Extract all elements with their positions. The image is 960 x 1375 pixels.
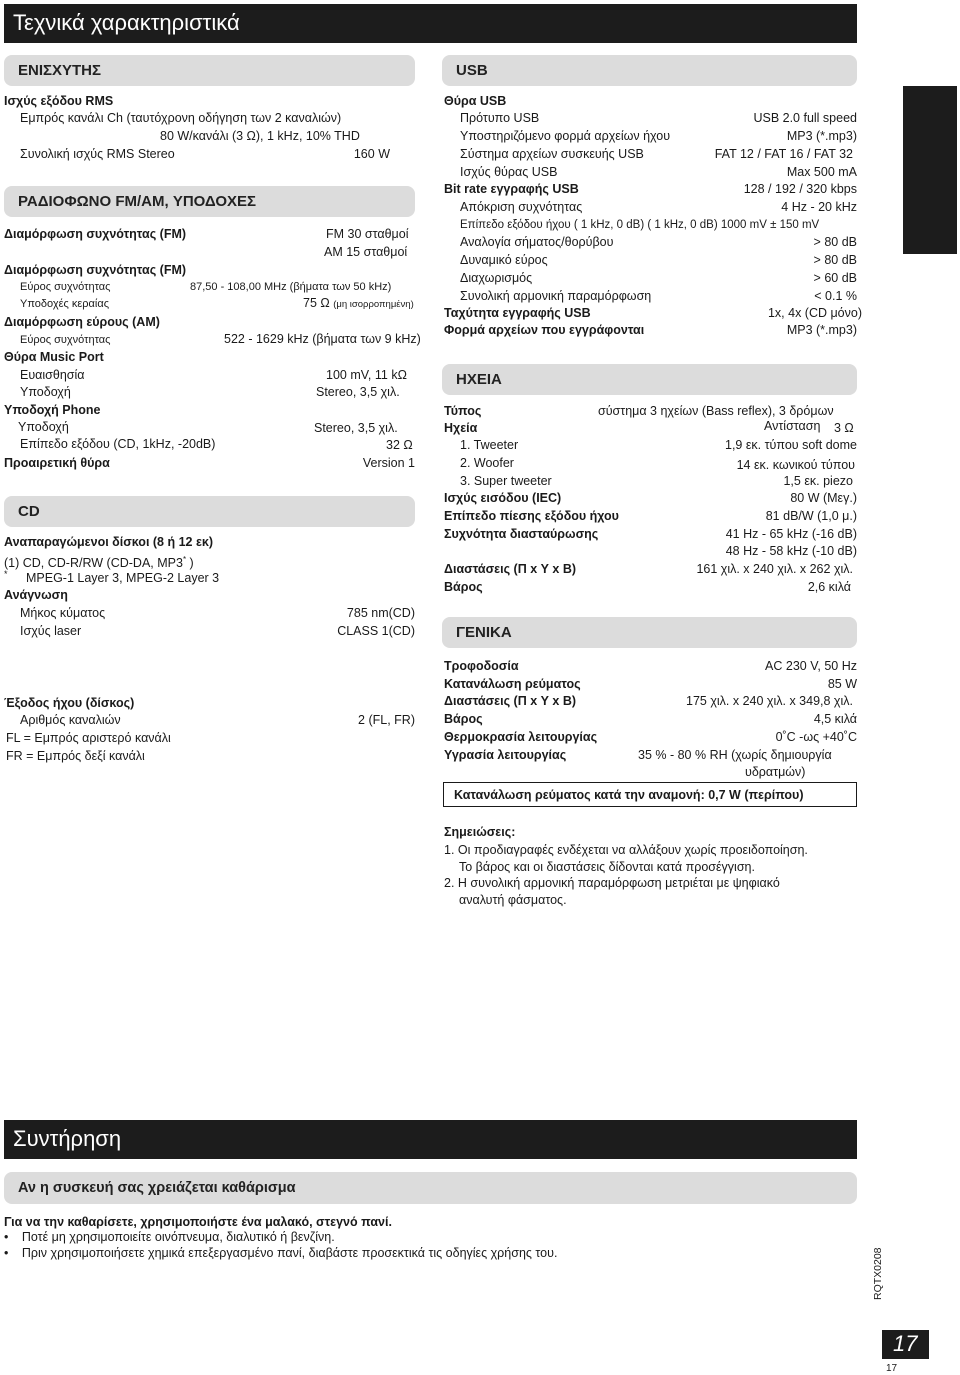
footnote-star: *	[4, 569, 8, 579]
side-tab	[903, 86, 957, 254]
antenna-note: (μη ισορροπημένη)	[333, 299, 414, 310]
channels-label: Αριθμός καναλιών	[20, 713, 121, 727]
section-header-speakers: ΗΧΕΙΑ	[442, 364, 857, 395]
consume-value: 85 W	[827, 677, 857, 691]
rms-label: Ισχύς εξόδου RMS	[4, 94, 114, 108]
phone-jack-label: Υποδοχή	[18, 420, 69, 434]
channels-value: 2 (FL, FR)	[358, 713, 415, 727]
front-ch-value: 80 W/κανάλι (3 Ω), 1 kHz, 10% THD	[160, 129, 360, 143]
tweeter-value: 1,9 εκ. τύπου soft dome	[725, 438, 857, 452]
total-rms-label: Συνολική ισχύς RMS Stereo	[20, 147, 175, 161]
jack-value: Stereo, 3,5 χιλ.	[316, 385, 400, 399]
gen-dim-label: Διαστάσεις (Π x Υ x Β)	[444, 694, 577, 708]
sensitivity-label: Ευαισθησία	[20, 368, 85, 382]
humidity-value-1: 35 % - 80 % RH (χωρίς δημιουργία	[638, 748, 832, 762]
super-tweeter-label: 3. Super tweeter	[460, 474, 552, 488]
out-level-value: 32 Ω	[386, 438, 413, 452]
laser-value: CLASS 1(CD)	[337, 624, 415, 638]
section-header-general: ΓΕΝΙΚΑ	[442, 617, 857, 648]
section-header-amp: ΕΝΙΣΧΥΤΗΣ	[4, 55, 415, 86]
maintenance-bullet-2: • Πριν χρησιμοποιήσετε χημικά επεξεργασμένο πανί, διαβάστε προσεκτικά τις οδηγίες χρήσης του.	[4, 1246, 558, 1260]
usb-level: Επίπεδο εξόδου ήχου ( 1 kHz, 0 dB) ( 1 kHz, 0 dB) 1000 mV ± 150 mV	[460, 219, 820, 231]
usb-bitrate-value: 128 / 192 / 320 kbps	[743, 182, 857, 196]
fm-label: Διαμόρφωση συχνότητας (FM)	[4, 263, 187, 277]
front-ch-label: Εμπρός κανάλι Ch (ταυτόχρονη οδήγηση των 2 καναλιών)	[20, 111, 342, 125]
spl-value: 81 dB/W (1,0 μ.)	[765, 509, 857, 523]
iec-value: 80 W (Μεγ.)	[790, 491, 857, 505]
spk-dim-label: Διαστάσεις (Π x Υ x Β)	[444, 562, 577, 576]
spk-dim-value: 161 χιλ. x 240 χιλ. x 262 χιλ.	[696, 562, 853, 576]
usb-rec-label: Φορμά αρχείων που εγγράφονται	[444, 323, 645, 337]
music-port-label: Θύρα Music Port	[4, 350, 104, 364]
iec-label: Ισχύς εισόδου (IEC)	[444, 491, 562, 505]
gen-mass-label: Βάρος	[444, 712, 483, 726]
antenna-label: Υποδοχές κεραίας	[20, 298, 109, 310]
page-number: 17	[893, 1331, 918, 1356]
note-2b: αναλυτή φάσματος.	[459, 893, 567, 907]
usb-fs-value: FAT 12 / FAT 16 / FAT 32	[714, 147, 853, 161]
spk-mass-value: 2,6 κιλά	[807, 580, 851, 594]
fm-range-label: Εύρος συχνότητας	[20, 281, 111, 293]
crossover-value-1: 41 Hz - 65 kHz (-16 dB)	[725, 527, 857, 541]
standby-box	[443, 782, 857, 807]
usb-freq-label: Απόκριση συχνότητας	[460, 200, 583, 214]
usb-power-label: Ισχύς θύρας USB	[460, 165, 558, 179]
document-code: RQTX0208	[872, 1247, 884, 1300]
pickup-label: Ανάγνωση	[4, 588, 68, 602]
preset-fm-value: FM 30 σταθμοί	[326, 227, 409, 241]
section-header-usb: USB	[442, 55, 857, 86]
maintenance-subheader: Αν η συσκευή σας χρειάζεται καθάρισμα	[4, 1172, 857, 1204]
usb-rec-value: MP3 (*.mp3)	[786, 323, 857, 337]
section-header-radio: ΡΑΔΙΟΦΩΝΟ FM/AM, ΥΠΟΔΟΧΕΣ	[4, 186, 415, 217]
preset-label: Διαμόρφωση συχνότητας (FM)	[4, 227, 187, 241]
usb-speed-label: Ταχύτητα εγγραφής USB	[444, 306, 591, 320]
total-rms-value: 160 W	[353, 147, 390, 161]
page-number-small: 17	[886, 1363, 898, 1374]
page-number-box	[882, 1330, 929, 1359]
usb-dyn-value: > 80 dB	[813, 253, 857, 267]
fl-note: FL = Εμπρός αριστερό κανάλι	[6, 731, 171, 745]
usb-std-label: Πρότυπο USB	[460, 111, 540, 125]
supply-value: AC 230 V, 50 Hz	[765, 659, 857, 673]
gen-dim-value: 175 χιλ. x 240 χιλ. x 349,8 χιλ.	[686, 694, 853, 708]
note-1b: Το βάρος και οι διαστάσεις δίδονται κατά προσέγγιση.	[459, 860, 755, 874]
usb-port-label: Θύρα USB	[444, 94, 507, 108]
supply-label: Τροφοδοσία	[444, 659, 519, 673]
usb-sep-value: > 60 dB	[813, 271, 857, 285]
usb-dyn-label: Δυναμικό εύρος	[460, 253, 548, 267]
note-2a: 2. Η συνολική αρμονική παραμόρφωση μετριέται με ψηφιακό	[444, 876, 780, 890]
am-range-value: 522 - 1629 kHz (βήματα των 9 kHz)	[224, 332, 421, 346]
crossover-value-2: 48 Hz - 58 kHz (-10 dB)	[725, 544, 857, 558]
woofer-label: 2. Woofer	[460, 456, 514, 470]
tweeter-label: 1. Tweeter	[460, 438, 519, 452]
usb-sep-label: Διαχωρισμός	[460, 271, 533, 285]
out-level-label: Επίπεδο εξόδου (CD, 1kHz, -20dB)	[20, 437, 216, 451]
option-port-label: Προαιρετική θύρα	[4, 456, 110, 470]
page-title: Τεχνικά χαρακτηριστικά	[13, 10, 240, 35]
consume-label: Κατανάλωση ρεύματος	[444, 677, 581, 691]
spl-label: Επίπεδο πίεσης εξόδου ήχου	[444, 509, 619, 523]
spk-mass-label: Βάρος	[444, 580, 483, 594]
discs-label: Αναπαραγώμενοι δίσκοι (8 ή 12 εκ)	[4, 535, 214, 549]
usb-std-value: USB 2.0 full speed	[753, 111, 857, 125]
usb-codec-label: Υποστηριζόμενο φορμά αρχείων ήχου	[460, 129, 671, 143]
gen-mass-value: 4,5 κιλά	[813, 712, 857, 726]
temp-value: 0˚C -ως +40˚C	[775, 730, 857, 744]
usb-speed-value: 1x, 4x (CD μόνο)	[767, 306, 862, 320]
disc-types: (1) CD, CD-R/RW (CD-DA, MP3* )	[4, 555, 194, 571]
antenna-value: 75 Ω (μη ισορροπημένη)	[303, 296, 414, 310]
mpeg-note: MPEG-1 Layer 3, MPEG-2 Layer 3	[26, 571, 220, 585]
super-tweeter-value: 1,5 εκ. piezo	[783, 474, 853, 488]
wavelength-label: Μήκος κύματος	[20, 606, 106, 620]
am-range-label: Εύρος συχνότητας	[20, 334, 111, 346]
audio-out-label: Έξοδος ήχου (δίσκος)	[4, 696, 135, 710]
usb-snr-value: > 80 dB	[813, 235, 857, 249]
usb-bitrate-label: Bit rate εγγραφής USB	[444, 182, 579, 196]
wavelength-value: 785 nm(CD)	[346, 606, 415, 620]
crossover-label: Συχνότητα διασταύρωσης	[444, 527, 599, 541]
note-1a: 1. Οι προδιαγραφές ενδέχεται να αλλάξουν χωρίς προειδοποίηση.	[444, 843, 808, 857]
spk-units-label: Ηχεία	[444, 421, 478, 435]
usb-thd-value: < 0.1 %	[814, 289, 857, 303]
laser-label: Ισχύς laser	[20, 624, 82, 638]
temp-label: Θερμοκρασία λειτουργίας	[444, 730, 598, 744]
jack-label: Υποδοχή	[20, 385, 71, 399]
am-label: Διαμόρφωση εύρους (AM)	[4, 315, 160, 329]
usb-power-value: Max 500 mA	[786, 165, 857, 179]
phone-label: Υποδοχή Phone	[4, 403, 101, 417]
sensitivity-value: 100 mV, 11 kΩ	[326, 368, 407, 382]
standby-text: Κατανάλωση ρεύματος κατά την αναμονή: 0,7 W (περίπου)	[454, 788, 804, 802]
woofer-value: 14 εκ. κωνικού τύπου	[736, 458, 855, 472]
spk-type-value: σύστημα 3 ηχείων (Bass reflex), 3 δρόμων	[598, 404, 834, 418]
usb-fs-label: Σύστημα αρχείων συσκευής USB	[460, 147, 644, 161]
spk-imp-value: 3 Ω	[834, 421, 854, 435]
fm-range-value: 87,50 - 108,00 MHz (βήματα των 50 kHz)	[190, 281, 392, 293]
option-port-value: Version 1	[362, 456, 415, 470]
usb-thd-label: Συνολική αρμονική παραμόρφωση	[460, 289, 652, 303]
maintenance-title-bar	[4, 1120, 857, 1159]
spk-type-label: Τύπος	[444, 404, 482, 418]
spk-imp-label: Αντίσταση	[764, 419, 821, 433]
preset-am-value: AM 15 σταθμοί	[324, 245, 408, 259]
maintenance-title: Συντήρηση	[13, 1126, 122, 1151]
fr-note: FR = Εμπρός δεξί κανάλι	[6, 749, 145, 763]
phone-jack-value: Stereo, 3,5 χιλ.	[314, 421, 398, 435]
usb-snr-label: Αναλογία σήματος/θορύβου	[460, 235, 614, 249]
usb-codec-value: MP3 (*.mp3)	[786, 129, 857, 143]
notes-heading: Σημειώσεις:	[444, 825, 516, 839]
usb-freq-value: 4 Hz - 20 kHz	[781, 200, 857, 214]
humidity-label: Υγρασία λειτουργίας	[444, 748, 567, 762]
section-header-cd: CD	[4, 496, 415, 527]
maintenance-lead: Για να την καθαρίσετε, χρησιμοποιήστε ένα μαλακό, στεγνό πανί.	[4, 1215, 392, 1229]
maintenance-bullet-1: • Ποτέ μη χρησιμοποιείτε οινόπνευμα, διαλυτικό ή βενζίνη.	[4, 1230, 335, 1244]
page-title-bar	[4, 4, 857, 43]
humidity-value-2: υδρατμών)	[745, 765, 806, 779]
